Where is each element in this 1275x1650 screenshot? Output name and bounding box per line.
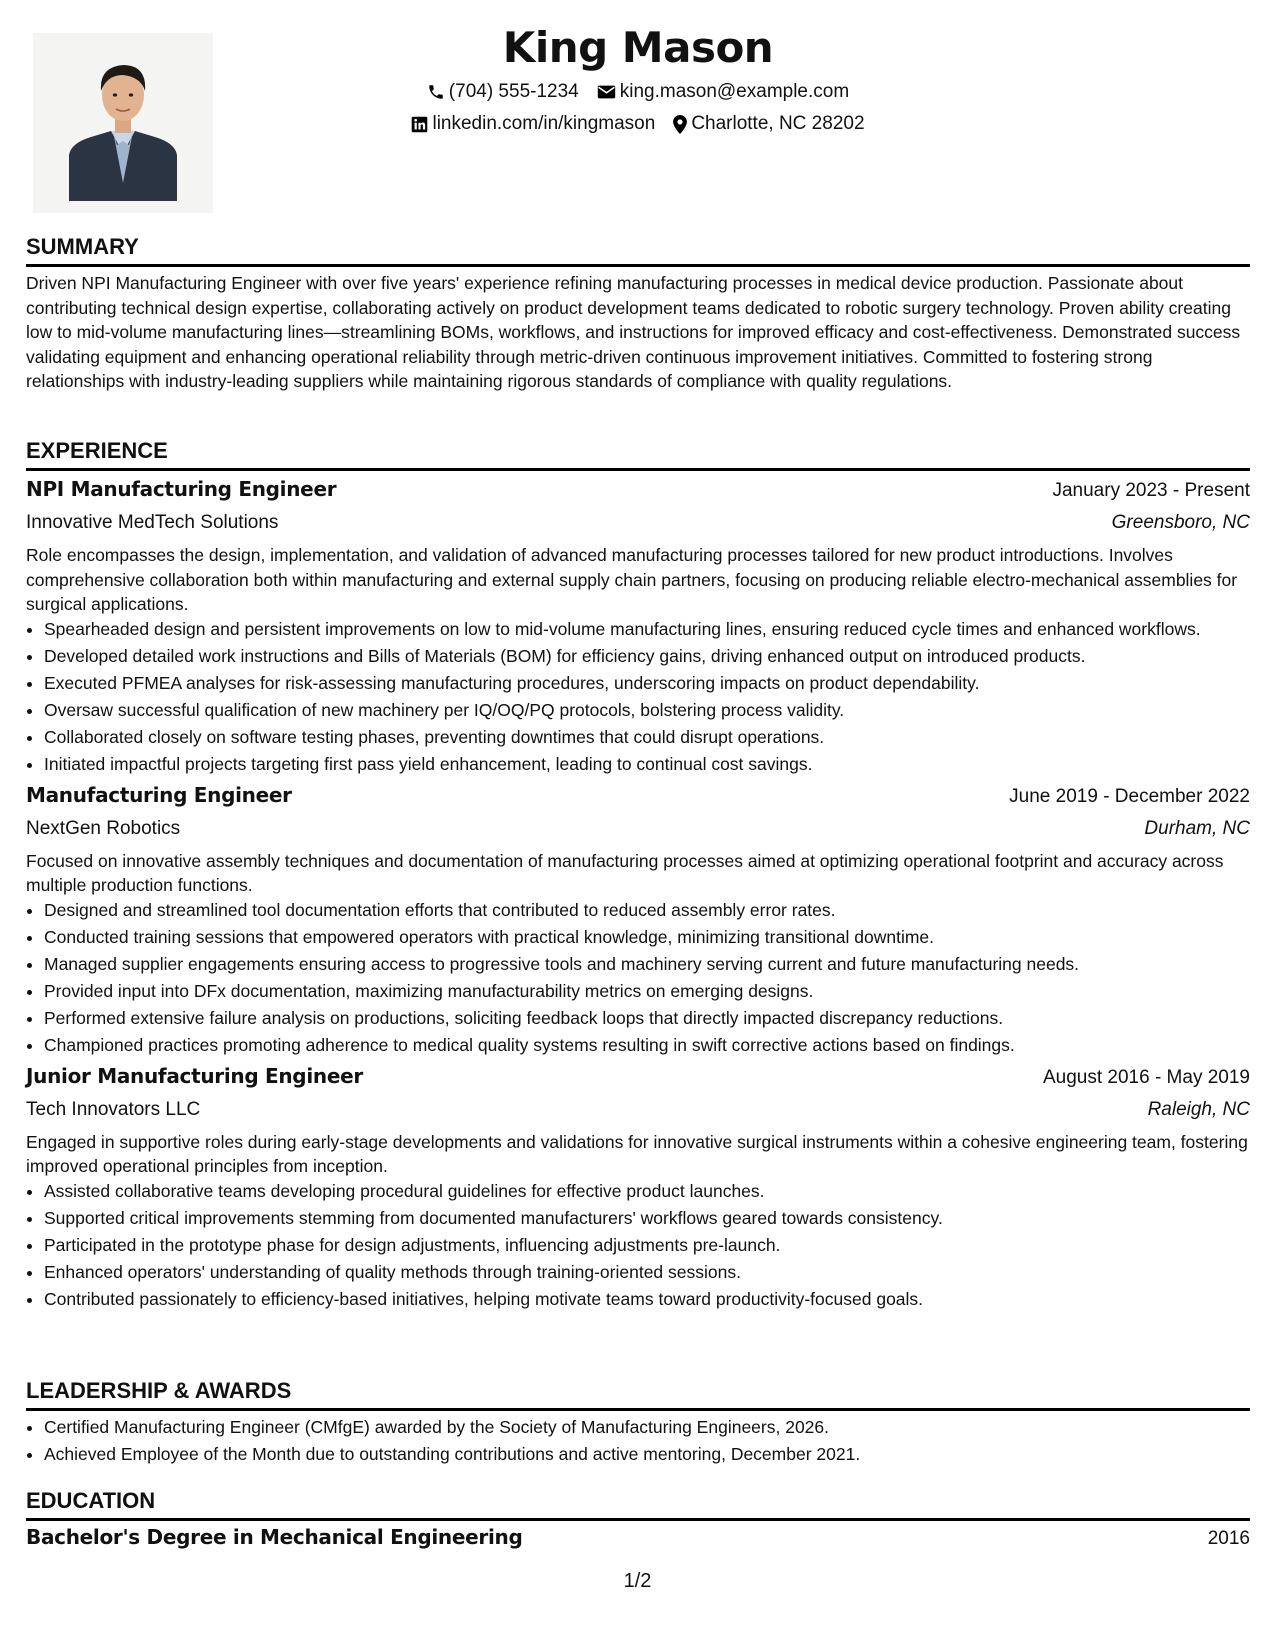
envelope-icon: [597, 84, 616, 100]
list-item: • Achieved Employee of the Month due to outstanding contributions and active mentoring, December 2021.: [44, 1442, 1250, 1467]
header: [26, 20, 1250, 140]
job-dates: January 2023 - Present: [1052, 480, 1250, 501]
section-title-summary: SUMMARY: [26, 232, 1250, 267]
contact-row-2: [26, 108, 1250, 140]
list-item: • Provided input into DFx documentation, maximizing manufacturability metrics on emerging designs.: [44, 979, 1250, 1004]
job-company: Tech Innovators LLC: [26, 1098, 201, 1120]
phone-contact: [427, 76, 579, 108]
phone-number: (704) 555-1234: [448, 81, 579, 102]
list-item: • Spearheaded design and persistent improvements on low to mid-volume manufacturing lines, ensuring reduced cycle times and enhanced workflows.: [44, 617, 1250, 642]
list-item: • Championed practices promoting adherence to medical quality systems resulting in swift corrective actions based on findings.: [44, 1033, 1250, 1058]
list-item: • Executed PFMEA analyses for risk-assessing manufacturing procedures, underscoring impacts on product dependability.: [44, 671, 1250, 696]
list-item: • Initiated impactful projects targeting first pass yield enhancement, leading to continual cost savings.: [44, 752, 1250, 777]
list-item: • Enhanced operators' understanding of quality methods through training-oriented sessions.: [44, 1260, 1250, 1285]
list-item: • Supported critical improvements stemming from documented manufacturers' workflows geared towards consistency.: [44, 1206, 1250, 1231]
list-item: • Conducted training sessions that empowered operators with practical knowledge, minimizing transitional downtime.: [44, 925, 1250, 950]
section-title-experience: EXPERIENCE: [26, 436, 1250, 471]
location-text: Charlotte, NC 28202: [691, 113, 865, 134]
list-item: • Performed extensive failure analysis on productions, soliciting feedback loops that directly impacted discrepancy reductions.: [44, 1006, 1250, 1031]
job-header: [26, 1060, 1250, 1094]
experience-section: [26, 436, 1250, 1314]
linkedin-contact[interactable]: [411, 108, 655, 140]
job-header: [26, 779, 1250, 813]
job-title: Manufacturing Engineer: [26, 782, 292, 807]
email-contact[interactable]: [597, 76, 849, 108]
leadership-section: [26, 1376, 1250, 1469]
job-dates: August 2016 - May 2019: [1042, 1066, 1250, 1088]
list-item: • Managed supplier engagements ensuring access to progressive tools and machinery serving current and future manufacturing needs.: [44, 952, 1250, 977]
education-entry: [26, 1521, 1250, 1555]
summary-section: [26, 232, 1250, 394]
leadership-bullets: [26, 1415, 1250, 1467]
job-dates: June 2019 - December 2022: [1009, 785, 1250, 807]
job-location: Durham, NC: [1144, 817, 1250, 839]
section-title-leadership: LEADERSHIP & AWARDS: [26, 1376, 1250, 1411]
job-subheader: [26, 507, 1250, 539]
email-address[interactable]: king.mason@example.com: [619, 81, 850, 102]
job-description: Role encompasses the design, implementation, and validation of advanced manufacturing processes tailored for new product introductions. Involves comprehensive collaboration both within manufacturing and external supply chain partners, focusing on producing reliable electro-mechanical assemblies for surgical applications.: [26, 545, 1238, 615]
list-item: • Oversaw successful qualification of new machinery per IQ/OQ/PQ protocols, bolstering process validity.: [44, 698, 1250, 723]
section-title-education: EDUCATION: [26, 1486, 1250, 1521]
list-item: • Designed and streamlined tool documentation efforts that contributed to reduced assembly error rates.: [44, 898, 1250, 923]
list-item: • Collaborated closely on software testing phases, preventing downtimes that could disrupt operations.: [44, 725, 1250, 750]
job-subheader: [26, 813, 1250, 845]
graduation-year: 2016: [1207, 1528, 1250, 1549]
job-title: Junior Manufacturing Engineer: [26, 1063, 363, 1088]
page-number: 1/2: [623, 1570, 652, 1592]
list-item: • Certified Manufacturing Engineer (CMfgE) awarded by the Society of Manufacturing Engineers, 2026.: [44, 1415, 1250, 1440]
job-entry: [26, 1060, 1250, 1312]
job-company: NextGen Robotics: [26, 817, 181, 839]
job-bullets: [26, 1179, 1250, 1312]
linkedin-icon: [411, 116, 428, 133]
contact-row-1: [26, 76, 1250, 108]
job-entry: [26, 779, 1250, 1058]
job-title: NPI Manufacturing Engineer: [26, 477, 337, 501]
resume-page: [26, 0, 1250, 1650]
job-subheader: [26, 1094, 1250, 1126]
job-location: Raleigh, NC: [1147, 1098, 1250, 1120]
job-location: Greensboro, NC: [1111, 512, 1250, 533]
summary-text: Driven NPI Manufacturing Engineer with over five years' experience refining manufacturing processes in medical device production. Passionate about contributing technical design expertise, collaborating actively on product development teams dedicated to robotic surgery technology. Proven ability creating low to mid-volume manufacturing lines—streamlining BOMs, workflows, and instructions for improved efficacy and cost-effectiveness. Demonstrated success validating equipment and enhancing operational reliability through metric-driven continuous improvement initiatives. Committed to fostering strong relationships with industry-leading suppliers while maintaining rigorous standards of compliance with quality regulations.: [26, 273, 1241, 392]
job-description: Engaged in supportive roles during early-stage developments and validations for innovative surgical instruments within a cohesive engineering team, fostering improved operational principles from inception.: [26, 1131, 1248, 1177]
list-item: • Developed detailed work instructions and Bills of Materials (BOM) for efficiency gains, driving enhanced output on introduced products.: [44, 644, 1250, 669]
job-entry: [26, 473, 1250, 776]
job-company: Innovative MedTech Solutions: [26, 512, 279, 533]
job-header: [26, 473, 1250, 507]
job-bullets: [26, 898, 1250, 1058]
job-bullets: [26, 617, 1250, 777]
degree-title: Bachelor's Degree in Mechanical Engineering: [26, 1525, 523, 1549]
list-item: • Assisted collaborative teams developing procedural guidelines for effective product launches.: [44, 1179, 1250, 1204]
map-pin-icon: [673, 115, 687, 134]
job-description: Focused on innovative assembly techniques and documentation of manufacturing processes aimed at optimizing operational footprint and accuracy across multiple production functions.: [26, 850, 1224, 896]
location-contact: [673, 108, 864, 140]
education-section: [26, 1486, 1250, 1555]
list-item: • Contributed passionately to efficiency-based initiatives, helping motivate teams toward productivity-focused goals.: [44, 1287, 1250, 1312]
candidate-name: King Mason: [502, 23, 774, 72]
linkedin-url[interactable]: linkedin.com/in/kingmason: [432, 113, 656, 134]
list-item: • Participated in the prototype phase for design adjustments, influencing adjustments pre-launch.: [44, 1233, 1250, 1258]
phone-icon: [427, 83, 445, 101]
